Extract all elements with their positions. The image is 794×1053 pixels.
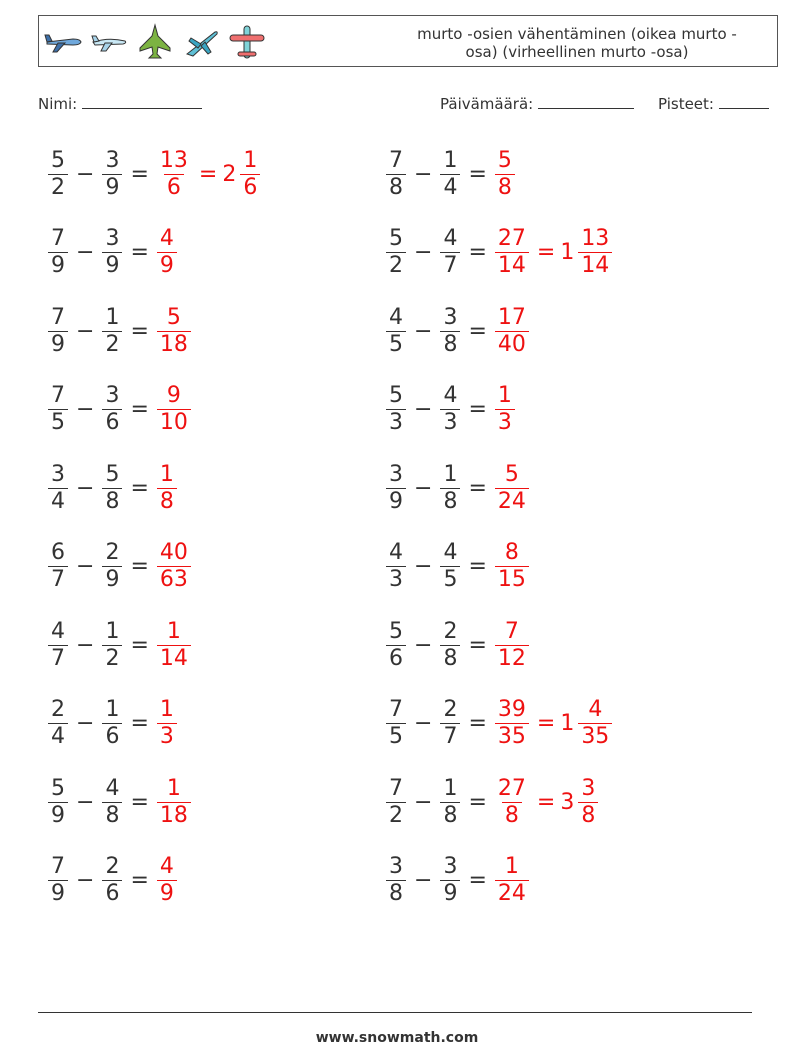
subtrahend-fraction	[102, 697, 122, 750]
minuend-fraction-denominator: 2	[48, 174, 68, 201]
answer-fraction-numerator: 13	[159, 147, 188, 173]
subtrahend-fraction-denominator: 8	[440, 331, 460, 358]
answer-fraction	[495, 226, 529, 279]
subtrahend-fraction-denominator: 9	[440, 880, 460, 907]
answer-fraction-numerator: 27	[497, 775, 526, 801]
minuend-fraction	[48, 462, 68, 515]
problem-15	[45, 695, 180, 753]
mixed-fraction	[578, 226, 612, 279]
small-plane-icon	[89, 22, 129, 62]
mixed-whole: 1	[560, 711, 575, 736]
subtrahend-fraction-numerator: 3	[105, 147, 120, 173]
mixed-fraction-denominator: 35	[578, 723, 612, 750]
answer-fraction	[495, 540, 529, 593]
minus-sign: −	[76, 711, 95, 736]
minuend-fraction	[48, 697, 68, 750]
subtrahend-fraction-numerator: 1	[105, 618, 120, 644]
minuend-fraction	[48, 776, 68, 829]
title-line-2: osa) (virheellinen murto -osa)	[465, 43, 689, 61]
answer-fraction	[495, 854, 529, 907]
subtrahend-fraction-denominator: 2	[102, 645, 122, 672]
equals-sign: =	[198, 161, 218, 187]
footer-divider	[38, 1012, 752, 1013]
minus-sign: −	[414, 789, 433, 815]
subtrahend-fraction	[440, 776, 460, 829]
minuend-fraction-numerator: 7	[51, 854, 65, 879]
answer-fraction-denominator: 40	[495, 331, 529, 358]
minuend-fraction	[48, 383, 68, 436]
score-label: Pisteet:	[658, 95, 714, 113]
answer-fraction	[157, 462, 177, 515]
answer-fraction-numerator: 7	[504, 618, 519, 644]
subtrahend-fraction-numerator: 2	[105, 540, 120, 565]
answer-fraction-denominator: 10	[157, 409, 191, 436]
minuend-fraction	[386, 383, 406, 436]
minuend-fraction-numerator: 5	[389, 383, 403, 408]
answer-fraction	[157, 776, 191, 829]
problem-8	[383, 381, 518, 439]
minuend-fraction	[48, 854, 68, 907]
equals-sign: =	[536, 240, 556, 265]
equals-sign: =	[130, 632, 149, 658]
airliner-icon	[43, 22, 83, 62]
answer-fraction-denominator: 63	[157, 566, 191, 593]
subtrahend-fraction	[440, 462, 460, 515]
subtrahend-fraction-numerator: 1	[105, 304, 120, 330]
mixed-fraction-denominator: 14	[578, 252, 612, 279]
subtrahend-fraction	[440, 697, 460, 750]
problem-14	[383, 616, 532, 674]
answer-fraction-numerator: 4	[159, 226, 174, 251]
minus-sign: −	[76, 475, 95, 501]
equals-sign: =	[468, 789, 487, 815]
problem-17	[45, 773, 194, 831]
minuend-fraction	[386, 540, 406, 593]
minuend-fraction-numerator: 4	[389, 540, 403, 565]
subtrahend-fraction	[102, 540, 122, 593]
minuend-fraction-numerator: 3	[51, 461, 65, 487]
equals-sign: =	[130, 554, 149, 579]
equals-sign: =	[130, 789, 149, 815]
minuend-fraction-numerator: 7	[389, 775, 403, 801]
minuend-fraction-numerator: 4	[51, 618, 65, 644]
subtrahend-fraction-denominator: 9	[102, 566, 122, 593]
mixed-fraction-denominator: 8	[578, 802, 598, 829]
minus-sign: −	[414, 397, 433, 422]
problem-19	[45, 852, 180, 910]
mixed-whole: 2	[222, 161, 237, 187]
minus-sign: −	[76, 632, 95, 658]
mixed-fraction-numerator: 13	[581, 226, 610, 251]
title-line-1: murto -osien vähentäminen (oikea murto -	[417, 25, 737, 43]
subtrahend-fraction-numerator: 4	[443, 383, 458, 408]
subtrahend-fraction-denominator: 6	[102, 409, 122, 436]
answer-fraction-numerator: 17	[497, 304, 526, 330]
minuend-fraction	[386, 305, 406, 358]
minuend-fraction-denominator: 8	[386, 880, 406, 907]
subtrahend-fraction-denominator: 9	[102, 252, 122, 279]
subtrahend-fraction	[102, 148, 122, 201]
answer-fraction-numerator: 5	[166, 304, 181, 330]
answer-fraction-numerator: 27	[497, 226, 526, 251]
minuend-fraction-numerator: 5	[389, 618, 403, 644]
mixed-fraction	[578, 776, 598, 829]
subtrahend-fraction-numerator: 2	[443, 618, 458, 644]
subtrahend-fraction-numerator: 5	[105, 461, 120, 487]
minus-sign: −	[414, 475, 433, 501]
minus-sign: −	[414, 711, 433, 736]
subtrahend-fraction-denominator: 6	[102, 880, 122, 907]
answer-fraction	[495, 462, 529, 515]
minuend-fraction-denominator: 7	[48, 566, 68, 593]
minuend-fraction	[48, 305, 68, 358]
minus-sign: −	[76, 240, 95, 265]
minuend-fraction-numerator: 5	[51, 775, 65, 801]
subtrahend-fraction-numerator: 2	[105, 854, 120, 879]
answer-fraction-denominator: 18	[157, 802, 191, 829]
equals-sign: =	[130, 868, 149, 893]
answer-fraction-denominator: 8	[495, 174, 515, 201]
answer-fraction-denominator: 6	[164, 174, 184, 201]
problem-20	[383, 852, 532, 910]
answer-fraction-denominator: 9	[157, 252, 177, 279]
minuend-fraction-denominator: 9	[48, 252, 68, 279]
minuend-fraction-denominator: 3	[386, 566, 406, 593]
problem-13	[45, 616, 194, 674]
subtrahend-fraction-numerator: 1	[443, 147, 458, 173]
minuend-fraction-numerator: 5	[51, 147, 65, 173]
equals-sign: =	[468, 475, 487, 501]
minuend-fraction-numerator: 6	[51, 540, 65, 565]
answer-fraction-denominator: 12	[495, 645, 529, 672]
answer-fraction	[495, 776, 529, 829]
equals-sign: =	[468, 318, 487, 344]
problem-18	[383, 773, 601, 831]
minus-sign: −	[414, 161, 433, 187]
minuend-fraction-numerator: 4	[389, 304, 403, 330]
equals-sign: =	[468, 632, 487, 658]
minus-sign: −	[414, 868, 433, 893]
fighter-jet-icon	[135, 22, 175, 62]
subtrahend-fraction	[440, 540, 460, 593]
subtrahend-fraction-numerator: 3	[443, 854, 458, 879]
equals-sign: =	[130, 240, 149, 265]
subtrahend-fraction-denominator: 8	[102, 802, 122, 829]
subtrahend-fraction-denominator: 8	[440, 645, 460, 672]
subtrahend-fraction-numerator: 3	[105, 383, 120, 408]
equals-sign: =	[468, 554, 487, 579]
minus-sign: −	[76, 397, 95, 422]
subtrahend-fraction-numerator: 1	[105, 697, 120, 722]
answer-fraction	[157, 148, 191, 201]
subtrahend-fraction-denominator: 2	[102, 331, 122, 358]
minuend-fraction-denominator: 7	[48, 645, 68, 672]
answer-fraction	[495, 383, 515, 436]
answer-fraction-denominator: 3	[157, 723, 177, 750]
answer-fraction	[495, 697, 529, 750]
subtrahend-fraction	[102, 854, 122, 907]
minuend-fraction	[48, 226, 68, 279]
minus-sign: −	[76, 554, 95, 579]
subtrahend-fraction-denominator: 5	[440, 566, 460, 593]
subtrahend-fraction-numerator: 4	[105, 775, 120, 801]
subtrahend-fraction-denominator: 7	[440, 252, 460, 279]
minuend-fraction	[48, 540, 68, 593]
subtrahend-fraction-numerator: 1	[443, 775, 458, 801]
minuend-fraction-denominator: 8	[386, 174, 406, 201]
minuend-fraction	[386, 854, 406, 907]
answer-fraction	[157, 697, 177, 750]
subtrahend-fraction-denominator: 7	[440, 723, 460, 750]
minuend-fraction-numerator: 3	[389, 461, 403, 487]
subtrahend-fraction-numerator: 4	[443, 540, 458, 565]
problem-4	[383, 224, 615, 282]
problem-5	[45, 302, 194, 360]
problem-7	[45, 381, 194, 439]
answer-fraction-denominator: 24	[495, 880, 529, 907]
minus-sign: −	[76, 161, 95, 187]
subtrahend-fraction-denominator: 6	[102, 723, 122, 750]
score-field[interactable]	[658, 94, 769, 113]
minuend-fraction	[386, 462, 406, 515]
minuend-fraction	[386, 148, 406, 201]
answer-fraction-numerator: 5	[497, 147, 512, 173]
equals-sign: =	[468, 397, 487, 422]
worksheet-title	[397, 25, 757, 61]
subtrahend-fraction-numerator: 3	[443, 304, 458, 330]
minuend-fraction-denominator: 3	[386, 409, 406, 436]
answer-fraction-numerator: 1	[504, 854, 519, 879]
answer-fraction-numerator: 8	[504, 540, 519, 565]
minuend-fraction-numerator: 2	[51, 697, 65, 722]
answer-fraction-denominator: 18	[157, 331, 191, 358]
header-box	[38, 15, 778, 67]
answer-fraction	[495, 148, 515, 201]
equals-sign: =	[130, 475, 149, 501]
answer-fraction-denominator: 3	[495, 409, 515, 436]
jet-plane-icon	[181, 22, 221, 62]
subtrahend-fraction-numerator: 2	[443, 697, 458, 722]
mixed-fraction	[240, 148, 260, 201]
answer-fraction	[157, 619, 191, 672]
equals-sign: =	[130, 711, 149, 736]
minuend-fraction	[386, 619, 406, 672]
subtrahend-fraction	[102, 226, 122, 279]
answer-fraction-denominator: 8	[502, 802, 522, 829]
answer-fraction-denominator: 8	[157, 488, 177, 515]
answer-fraction-numerator: 39	[497, 697, 526, 722]
mixed-fraction-numerator: 3	[581, 775, 596, 801]
subtrahend-fraction-denominator: 8	[102, 488, 122, 515]
equals-sign: =	[536, 711, 556, 736]
answer-fraction-denominator: 15	[495, 566, 529, 593]
icon-strip	[43, 22, 267, 62]
minuend-fraction-denominator: 4	[48, 723, 68, 750]
subtrahend-fraction	[440, 383, 460, 436]
date-label: Päivämäärä:	[440, 95, 534, 113]
minuend-fraction-numerator: 7	[51, 226, 65, 251]
equals-sign: =	[130, 318, 149, 344]
equals-sign: =	[468, 240, 487, 265]
minuend-fraction-denominator: 9	[386, 488, 406, 515]
minuend-fraction-numerator: 7	[389, 697, 403, 722]
subtrahend-fraction	[102, 305, 122, 358]
subtrahend-fraction-numerator: 4	[443, 226, 458, 251]
subtrahend-fraction-numerator: 3	[105, 226, 120, 251]
mixed-whole: 3	[560, 789, 575, 815]
score-blank[interactable]	[719, 94, 769, 109]
problem-11	[45, 538, 194, 596]
minus-sign: −	[414, 318, 433, 344]
answer-fraction-numerator: 1	[166, 618, 181, 644]
minuend-fraction-numerator: 7	[51, 304, 65, 330]
minuend-fraction-denominator: 9	[48, 331, 68, 358]
subtrahend-fraction	[440, 226, 460, 279]
answer-fraction-numerator: 1	[159, 461, 174, 487]
minus-sign: −	[414, 632, 433, 658]
subtrahend-fraction	[440, 305, 460, 358]
answer-fraction-numerator: 40	[159, 540, 188, 565]
footer-url: www.snowmath.com	[315, 1030, 479, 1046]
mixed-fraction	[578, 697, 612, 750]
answer-fraction-denominator: 35	[495, 723, 529, 750]
subtrahend-fraction-denominator: 8	[440, 488, 460, 515]
minuend-fraction-denominator: 6	[386, 645, 406, 672]
answer-fraction-denominator: 24	[495, 488, 529, 515]
problem-3	[45, 224, 180, 282]
minuend-fraction-numerator: 3	[389, 854, 403, 879]
minus-sign: −	[414, 240, 433, 265]
subtrahend-fraction	[102, 776, 122, 829]
minuend-fraction-denominator: 5	[48, 409, 68, 436]
mixed-fraction-numerator: 1	[243, 147, 258, 173]
answer-fraction-denominator: 14	[495, 252, 529, 279]
minuend-fraction-denominator: 2	[386, 802, 406, 829]
subtrahend-fraction	[102, 462, 122, 515]
minuend-fraction	[386, 226, 406, 279]
subtrahend-fraction-denominator: 4	[440, 174, 460, 201]
minus-sign: −	[76, 789, 95, 815]
minuend-fraction-denominator: 9	[48, 880, 68, 907]
answer-fraction	[157, 383, 191, 436]
equals-sign: =	[130, 161, 149, 187]
minus-sign: −	[414, 554, 433, 579]
subtrahend-fraction-numerator: 1	[443, 461, 458, 487]
answer-fraction-numerator: 5	[504, 461, 519, 487]
equals-sign: =	[468, 161, 487, 187]
minuend-fraction-numerator: 7	[51, 383, 65, 408]
subtrahend-fraction	[440, 619, 460, 672]
answer-fraction	[157, 854, 177, 907]
subtrahend-fraction-denominator: 3	[440, 409, 460, 436]
answer-fraction-numerator: 4	[159, 854, 174, 879]
equals-sign: =	[130, 397, 149, 422]
name-blank[interactable]	[82, 94, 202, 109]
minuend-fraction-numerator: 7	[389, 147, 403, 173]
subtrahend-fraction-denominator: 8	[440, 802, 460, 829]
subtrahend-fraction	[102, 383, 122, 436]
answer-fraction-denominator: 14	[157, 645, 191, 672]
answer-fraction-numerator: 1	[166, 775, 181, 801]
minuend-fraction-denominator: 9	[48, 802, 68, 829]
problem-6	[383, 302, 532, 360]
minuend-fraction	[386, 697, 406, 750]
mixed-fraction-denominator: 6	[240, 174, 260, 201]
minuend-fraction-denominator: 5	[386, 723, 406, 750]
answer-fraction-numerator: 9	[166, 383, 181, 408]
minuend-fraction-denominator: 4	[48, 488, 68, 515]
problem-10	[383, 459, 532, 517]
subtrahend-fraction-denominator: 9	[102, 174, 122, 201]
mixed-whole: 1	[560, 240, 575, 265]
minuend-fraction	[48, 148, 68, 201]
propeller-plane-icon	[227, 22, 267, 62]
minuend-fraction-numerator: 5	[389, 226, 403, 251]
minus-sign: −	[76, 318, 95, 344]
name-field[interactable]	[38, 94, 202, 113]
subtrahend-fraction	[440, 148, 460, 201]
subtrahend-fraction	[102, 619, 122, 672]
minus-sign: −	[76, 868, 95, 893]
problem-12	[383, 538, 532, 596]
equals-sign: =	[468, 711, 487, 736]
minuend-fraction-denominator: 5	[386, 331, 406, 358]
minuend-fraction	[386, 776, 406, 829]
answer-fraction	[157, 540, 191, 593]
date-blank[interactable]	[538, 94, 634, 109]
problem-16	[383, 695, 615, 753]
answer-fraction	[157, 226, 177, 279]
equals-sign: =	[468, 868, 487, 893]
problem-2	[383, 145, 518, 203]
answer-fraction-numerator: 1	[497, 383, 512, 408]
date-field[interactable]	[440, 94, 634, 113]
minuend-fraction	[48, 619, 68, 672]
minuend-fraction-denominator: 2	[386, 252, 406, 279]
answer-fraction-denominator: 9	[157, 880, 177, 907]
name-label: Nimi:	[38, 95, 78, 113]
answer-fraction	[495, 619, 529, 672]
problem-9	[45, 459, 180, 517]
mixed-fraction-numerator: 4	[588, 697, 603, 722]
subtrahend-fraction	[440, 854, 460, 907]
answer-fraction	[157, 305, 191, 358]
answer-fraction	[495, 305, 529, 358]
equals-sign: =	[536, 789, 556, 815]
answer-fraction-numerator: 1	[159, 697, 174, 722]
problem-1	[45, 145, 263, 203]
